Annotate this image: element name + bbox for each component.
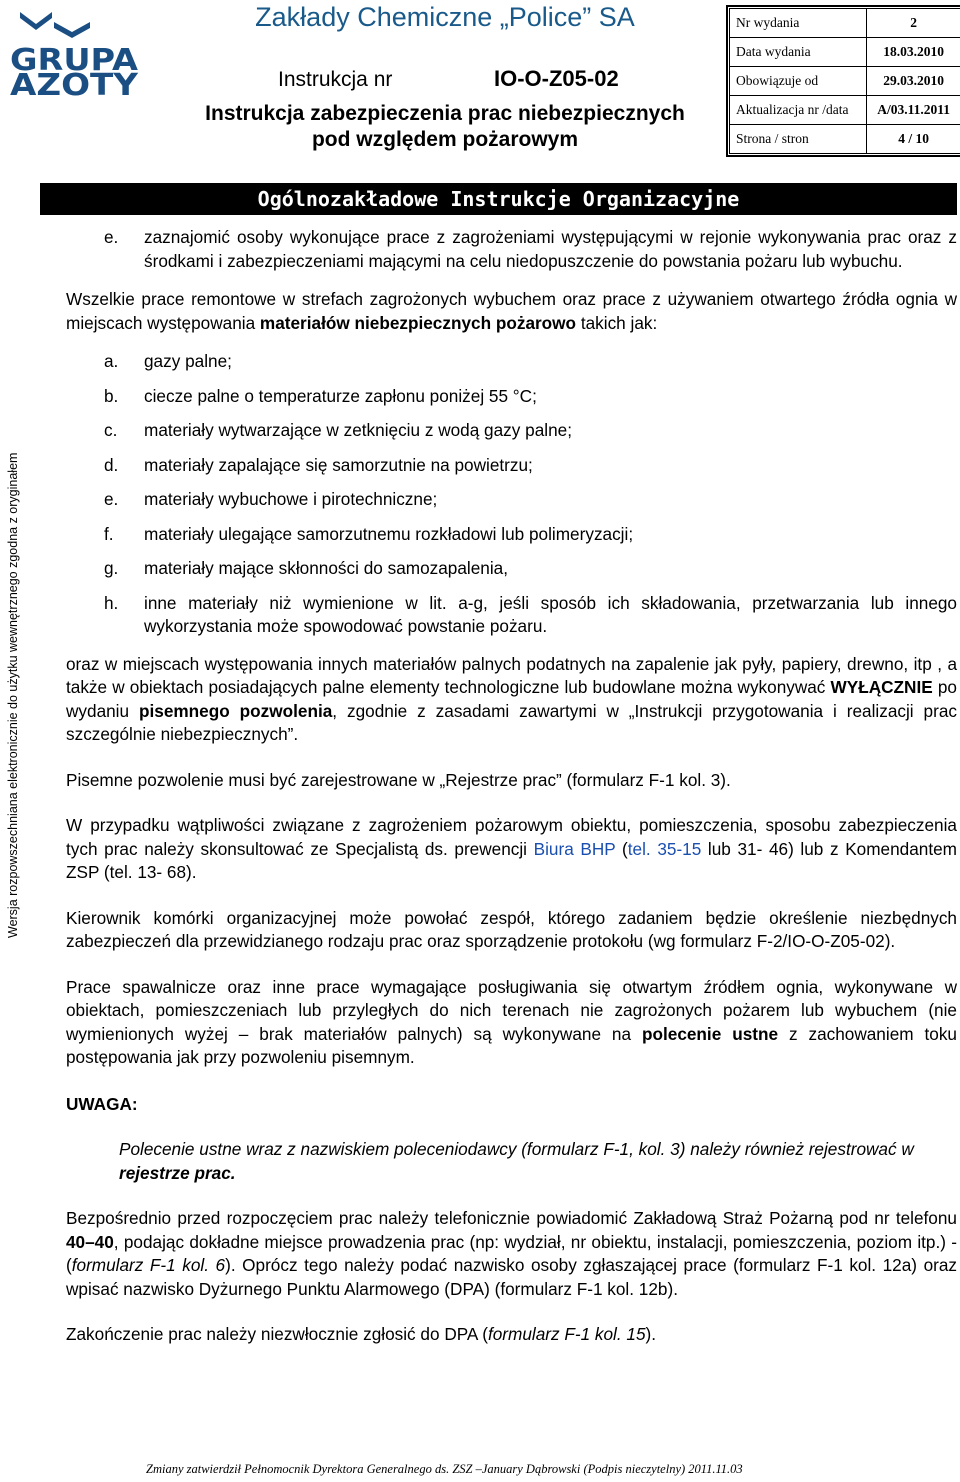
document-metadata-table bbox=[726, 5, 960, 157]
paragraph-oraz bbox=[66, 653, 957, 747]
list-text: gazy palne; bbox=[144, 351, 232, 371]
list-item bbox=[66, 454, 957, 478]
list-text: materiały wybuchowe i pirotechniczne; bbox=[144, 489, 438, 509]
list-text: inne materiały niż wymienione w lit. a-g, jeśli sposób ich składowania, przetwarzania lub innego wykorzystania może spowodować powstanie pożaru. bbox=[144, 592, 957, 636]
meta-row-issue-number bbox=[730, 9, 960, 38]
meta-value: 18.03.2010 bbox=[867, 38, 960, 67]
document-body bbox=[66, 226, 957, 1347]
company-name: Zakłady Chemiczne „Police” SA bbox=[255, 2, 635, 32]
logo-mark-icon bbox=[20, 12, 90, 38]
section-banner: Ogólnozakładowe Instrukcje Organizacyjne bbox=[40, 183, 957, 215]
side-note: Wersja rozpowszechniana elektronicznie do użytku wewnętrznego zgodna z oryginałem bbox=[6, 452, 20, 938]
text-run: , zgodnie z zasadami zawartymi w „Instrukcji przygotowania i realizacji prac szczególnie niebezpiecznych”. bbox=[66, 700, 957, 744]
list-item bbox=[66, 523, 957, 547]
list-letter: e. bbox=[104, 489, 119, 509]
list-item bbox=[66, 419, 957, 443]
text-run: Wszelkie prace remontowe w strefach zagrożonych wybuchem oraz prace z używaniem otwartego źródła ognia w miejscach występowania bbox=[66, 289, 957, 333]
paragraph-intro bbox=[66, 288, 957, 335]
blue-link-text: tel. 35-15 bbox=[627, 838, 702, 859]
footer-approval: Zmiany zatwierdził Pełnomocnik Dyrektora Generalnego ds. ZSZ –January Dąbrowski (Podpis nieczytelny) 2011.11.03 bbox=[146, 1462, 743, 1476]
bold-run: materiałów niebezpiecznych pożarowo bbox=[259, 312, 577, 333]
meta-value: A/03.11.2011 bbox=[867, 96, 960, 125]
paragraph-watpliwosci bbox=[66, 814, 957, 885]
instruction-label: Instrukcja nr bbox=[278, 68, 393, 91]
list-item bbox=[66, 350, 957, 374]
document-title-line2: pod względem pożarowym bbox=[311, 128, 579, 151]
bold-run: 40–40 bbox=[66, 1231, 114, 1252]
list-item bbox=[66, 226, 957, 273]
meta-value: 2 bbox=[867, 9, 960, 38]
paragraph-spawalnicze bbox=[66, 976, 957, 1070]
italic-run: formularz F-1 kol. 15 bbox=[487, 1324, 646, 1344]
meta-row-page bbox=[730, 125, 960, 154]
meta-label: Data wydania bbox=[730, 38, 867, 67]
list-letter: g. bbox=[104, 558, 119, 578]
text-run: ). bbox=[645, 1324, 657, 1344]
uwaga-note bbox=[66, 1138, 957, 1185]
bold-run: polecenie ustne bbox=[641, 1023, 779, 1044]
text-run: , podając dokładne miejsce prowadzenia prac (np: wydział, nr obiektu, instalacji, pomieszczenia, poziom itp.) - ( bbox=[66, 1231, 957, 1275]
text-run: Zakończenie prac należy niezwłocznie zgłosić do DPA ( bbox=[66, 1324, 488, 1344]
list-letter: h. bbox=[104, 592, 119, 613]
text-run: takich jak: bbox=[576, 312, 658, 333]
paragraph-kierownik: Kierownik komórki organizacyjnej może powołać zespół, którego zadaniem będzie określenie niezbędnych zabezpieczeń dla przewidzianego rodzaju prac oraz sporządzenie protokołu (wg formularz F-2/IO-O-Z05-02). bbox=[66, 907, 957, 951]
meta-value: 29.03.2010 bbox=[867, 67, 960, 96]
logo-line1: GRUPA bbox=[10, 43, 139, 78]
list-item bbox=[66, 557, 957, 581]
hazard-list bbox=[66, 350, 957, 639]
list-letter: a. bbox=[104, 351, 119, 371]
text-run: lub 31- 46) lub z Komendantem ZSP (tel. 13- 68). bbox=[66, 838, 957, 882]
list-letter: d. bbox=[104, 454, 119, 475]
meta-label: Aktualizacja nr /data bbox=[730, 96, 867, 125]
meta-row-issue-date bbox=[730, 38, 960, 67]
list-item bbox=[66, 385, 957, 409]
meta-label: Nr wydania bbox=[730, 9, 867, 38]
uwaga-heading: UWAGA: bbox=[66, 1093, 138, 1114]
list-text: materiały zapalające się samorzutnie na powietrzu; bbox=[144, 454, 533, 475]
list-letter: e. bbox=[104, 227, 119, 247]
list-text: materiały wytwarzające w zetknięciu z wodą gazy palne; bbox=[144, 420, 572, 440]
text-run: ( bbox=[615, 838, 628, 859]
list-item bbox=[66, 488, 957, 512]
list-letter: c. bbox=[104, 420, 118, 440]
text-run: W przypadku wątpliwości związane z zagrożeniem pożarowym obiektu, pomieszczenia, sposobu zabezpieczenia tych prac należy skonsultować ze Specjalistą ds. prewencji bbox=[66, 815, 957, 859]
logo-line2: AZOTY bbox=[10, 68, 140, 98]
list-text: ciecze palne o temperaturze zapłonu poniżej 55 °C; bbox=[144, 385, 537, 406]
text-run: po wydaniu bbox=[66, 677, 957, 721]
text-run: ). Oprócz tego należy podać nazwisko osoby zgłaszającej prace (formularz F-1 kol. 12a) oraz wpisać nazwisko Dyżurnego Punktu Alarmowego (DPA) (formularz F-1 kol. 12b). bbox=[66, 1255, 958, 1299]
paragraph-zakonczenie bbox=[66, 1323, 957, 1347]
grupa-azoty-logo bbox=[6, 8, 141, 98]
paragraph-bezposrednio bbox=[66, 1207, 957, 1301]
meta-row-effective-date bbox=[730, 67, 960, 96]
bold-run: WYŁĄCZNIE bbox=[830, 677, 933, 697]
meta-value: 4 / 10 bbox=[867, 125, 960, 154]
instruction-code: IO-O-Z05-02 bbox=[494, 66, 619, 91]
text-run: Prace spawalnicze oraz inne prace wymagające posługiwania się otwartym źródłem ognia, wykonywane w obiektach, pomieszczeniach lub przyległych do nich terenach nie zagrożonych pożarem lub wybuchem (nie wymienionych wyżej – brak materiałów palnych) są wykonywane na bbox=[66, 976, 957, 1044]
document-title-line1: Instrukcja zabezpieczenia prac niebezpiecznych bbox=[205, 102, 685, 125]
text-run: Bezpośrednio przed rozpoczęciem prac należy telefonicznie powiadomić Zakładową Straż Pożarną pod nr telefonu bbox=[66, 1208, 957, 1228]
list-text: materiały mające skłonności do samozapalenia, bbox=[144, 558, 508, 578]
bold-run: pisemnego pozwolenia bbox=[139, 700, 333, 721]
list-item bbox=[66, 592, 957, 639]
list-letter: f. bbox=[104, 523, 114, 544]
list-letter: b. bbox=[104, 385, 119, 406]
meta-label: Obowiązuje od bbox=[730, 67, 867, 96]
list-text: zaznajomić osoby wykonujące prace z zagrożeniami występującymi w rejonie wykonywania prac oraz z środkami i zabezpieczeniami mającymi na celu niedopuszczenie do powstania pożaru lub wybuchu. bbox=[144, 227, 957, 271]
text-run: oraz w miejscach występowania innych materiałów palnych podatnych na zapalenie jak pyły, papiery, drewno, itp , a także w obiektach posiadających palne elementy technologiczne lub budowlane można wykonywać bbox=[66, 653, 957, 697]
bold-run: rejestrze prac. bbox=[119, 1162, 236, 1183]
paragraph-rejestr: Pisemne pozwolenie musi być zarejestrowane w „Rejestrze prac” (formularz F-1 kol. 3). bbox=[66, 769, 731, 790]
text-run: z zachowaniem toku postępowania jak przy pozwoleniu pisemnym. bbox=[66, 1023, 957, 1067]
meta-label: Strona / stron bbox=[730, 125, 867, 154]
text-run: Polecenie ustne wraz z nazwiskiem poleceniodawcy (formularz F-1, kol. 3) należy również rejestrować w bbox=[119, 1139, 914, 1159]
list-text: materiały ulegające samorzutnemu rozkładowi lub polimeryzacji; bbox=[144, 523, 634, 544]
blue-link-text: Biura BHP bbox=[533, 838, 616, 859]
meta-row-update bbox=[730, 96, 960, 125]
italic-run: formularz F-1 kol. 6 bbox=[71, 1255, 226, 1275]
